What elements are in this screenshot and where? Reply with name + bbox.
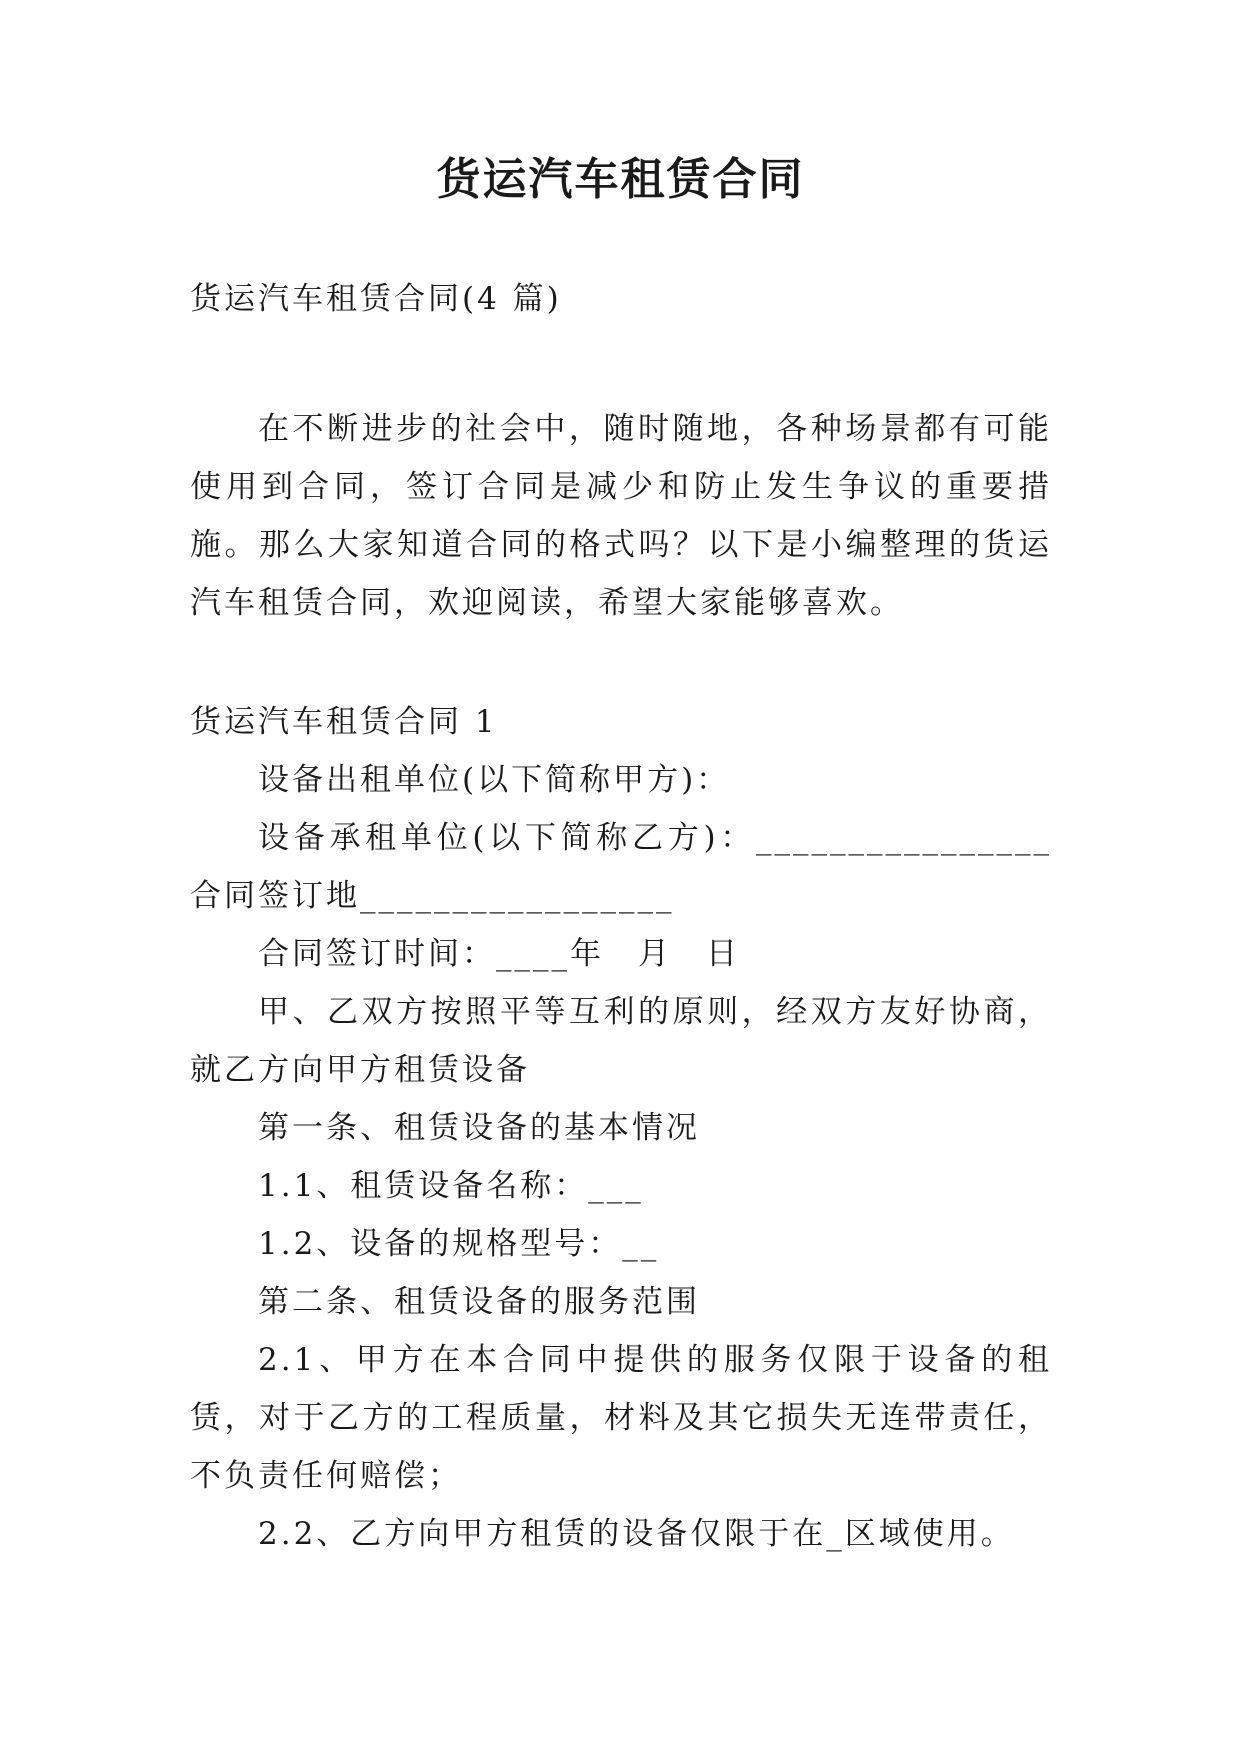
article-1-title: 第一条、租赁设备的基本情况 xyxy=(258,1110,700,1146)
document-subtitle: 货运汽车租赁合同(4 篇) xyxy=(190,281,562,317)
document-subtitle-block xyxy=(190,270,1052,328)
agreement-paragraph: 甲、乙双方按照平等互利的原则，经双方友好协商，就乙方向甲方租赁设备 xyxy=(190,994,1052,1088)
clause-2-2: 2.2、乙方向甲方租赁的设备仅限于在_区域使用。 xyxy=(258,1516,1015,1552)
contract-section xyxy=(190,693,1052,1563)
clause-1-2: 1.2、设备的规格型号：__ xyxy=(258,1226,660,1262)
clause-1-1: 1.1、租赁设备名称：___ xyxy=(258,1168,644,1204)
document-title: 货运汽车租赁合同 xyxy=(436,154,805,205)
article-2-title: 第二条、租赁设备的服务范围 xyxy=(258,1284,700,1320)
lessee-line: 设备承租单位(以下简称乙方)：________________合同签订地_________________ xyxy=(190,820,1052,914)
section-title: 货运汽车租赁合同 1 xyxy=(190,704,498,740)
intro-block xyxy=(190,400,1052,632)
sign-time-line: 合同签订时间：____年 月 日 xyxy=(258,936,740,972)
clause-2-1: 2.1、甲方在本合同中提供的服务仅限于设备的租赁，对于乙方的工程质量，材料及其它损失无连带责任，不负责任何赔偿； xyxy=(190,1342,1052,1494)
intro-paragraph: 在不断进步的社会中，随时随地，各种场景都有可能使用到合同，签订合同是减少和防止发生争议的重要措施。那么大家知道合同的格式吗？以下是小编整理的货运汽车租赁合同，欢迎阅读，希望大家能够喜欢。 xyxy=(190,411,1052,621)
lessor-line: 设备出租单位(以下简称甲方)： xyxy=(258,762,731,798)
